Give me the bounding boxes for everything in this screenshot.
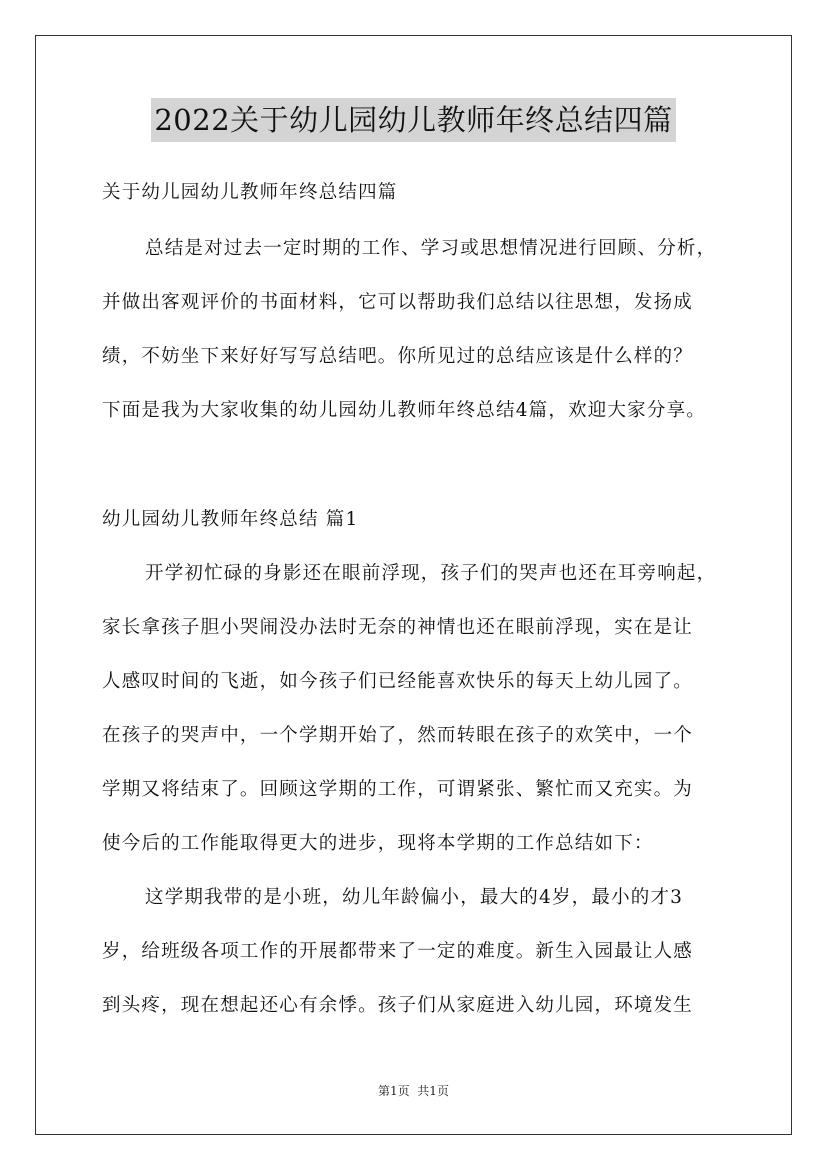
intro-line: 并做出客观评价的书面材料，它可以帮助我们总结以往思想，发扬成 xyxy=(102,292,694,313)
document-title: 2022关于幼儿园幼儿教师年终总结四篇 xyxy=(151,98,675,142)
section-heading: 幼儿园幼儿教师年终总结 篇1 xyxy=(102,509,359,530)
paragraph-line: 开学初忙碌的身影还在眼前浮现，孩子们的哭声也还在耳旁响起， xyxy=(145,563,717,584)
paragraph-line: 家长拿孩子胆小哭闹没办法时无奈的神情也还在眼前浮现，实在是让 xyxy=(102,617,694,638)
intro-line: 总结是对过去一定时期的工作、学习或思想情况进行回顾、分析， xyxy=(145,238,717,259)
intro-line: 绩，不妨坐下来好好写写总结吧。你所见过的总结应该是什么样的？ xyxy=(102,346,694,367)
paragraph-line: 使今后的工作能取得更大的进步，现将本学期的工作总结如下： xyxy=(102,833,654,854)
intro-line: 下面是我为大家收集的幼儿园幼儿教师年终总结4篇，欢迎大家分享。 xyxy=(102,400,706,421)
paragraph-line: 这学期我带的是小班，幼儿年龄偏小，最大的4岁，最小的才3 xyxy=(145,887,684,908)
page-footer: 第1页 共1页 xyxy=(378,1084,449,1098)
paragraph-line: 学期又将结束了。回顾这学期的工作，可谓紧张、繁忙而又充实。为 xyxy=(102,779,694,800)
title-container xyxy=(0,98,827,142)
paragraph-line: 人感叹时间的飞逝，如今孩子们已经能喜欢快乐的每天上幼儿园了。 xyxy=(102,671,694,692)
document-subtitle: 关于幼儿园幼儿教师年终总结四篇 xyxy=(102,182,398,203)
paragraph-line: 到头疼，现在想起还心有余悸。孩子们从家庭进入幼儿园，环境发生 xyxy=(102,995,694,1016)
paragraph-line: 岁，给班级各项工作的开展都带来了一定的难度。新生入园最让人感 xyxy=(102,941,694,962)
paragraph-line: 在孩子的哭声中，一个学期开始了，然而转眼在孩子的欢笑中，一个 xyxy=(102,725,694,746)
